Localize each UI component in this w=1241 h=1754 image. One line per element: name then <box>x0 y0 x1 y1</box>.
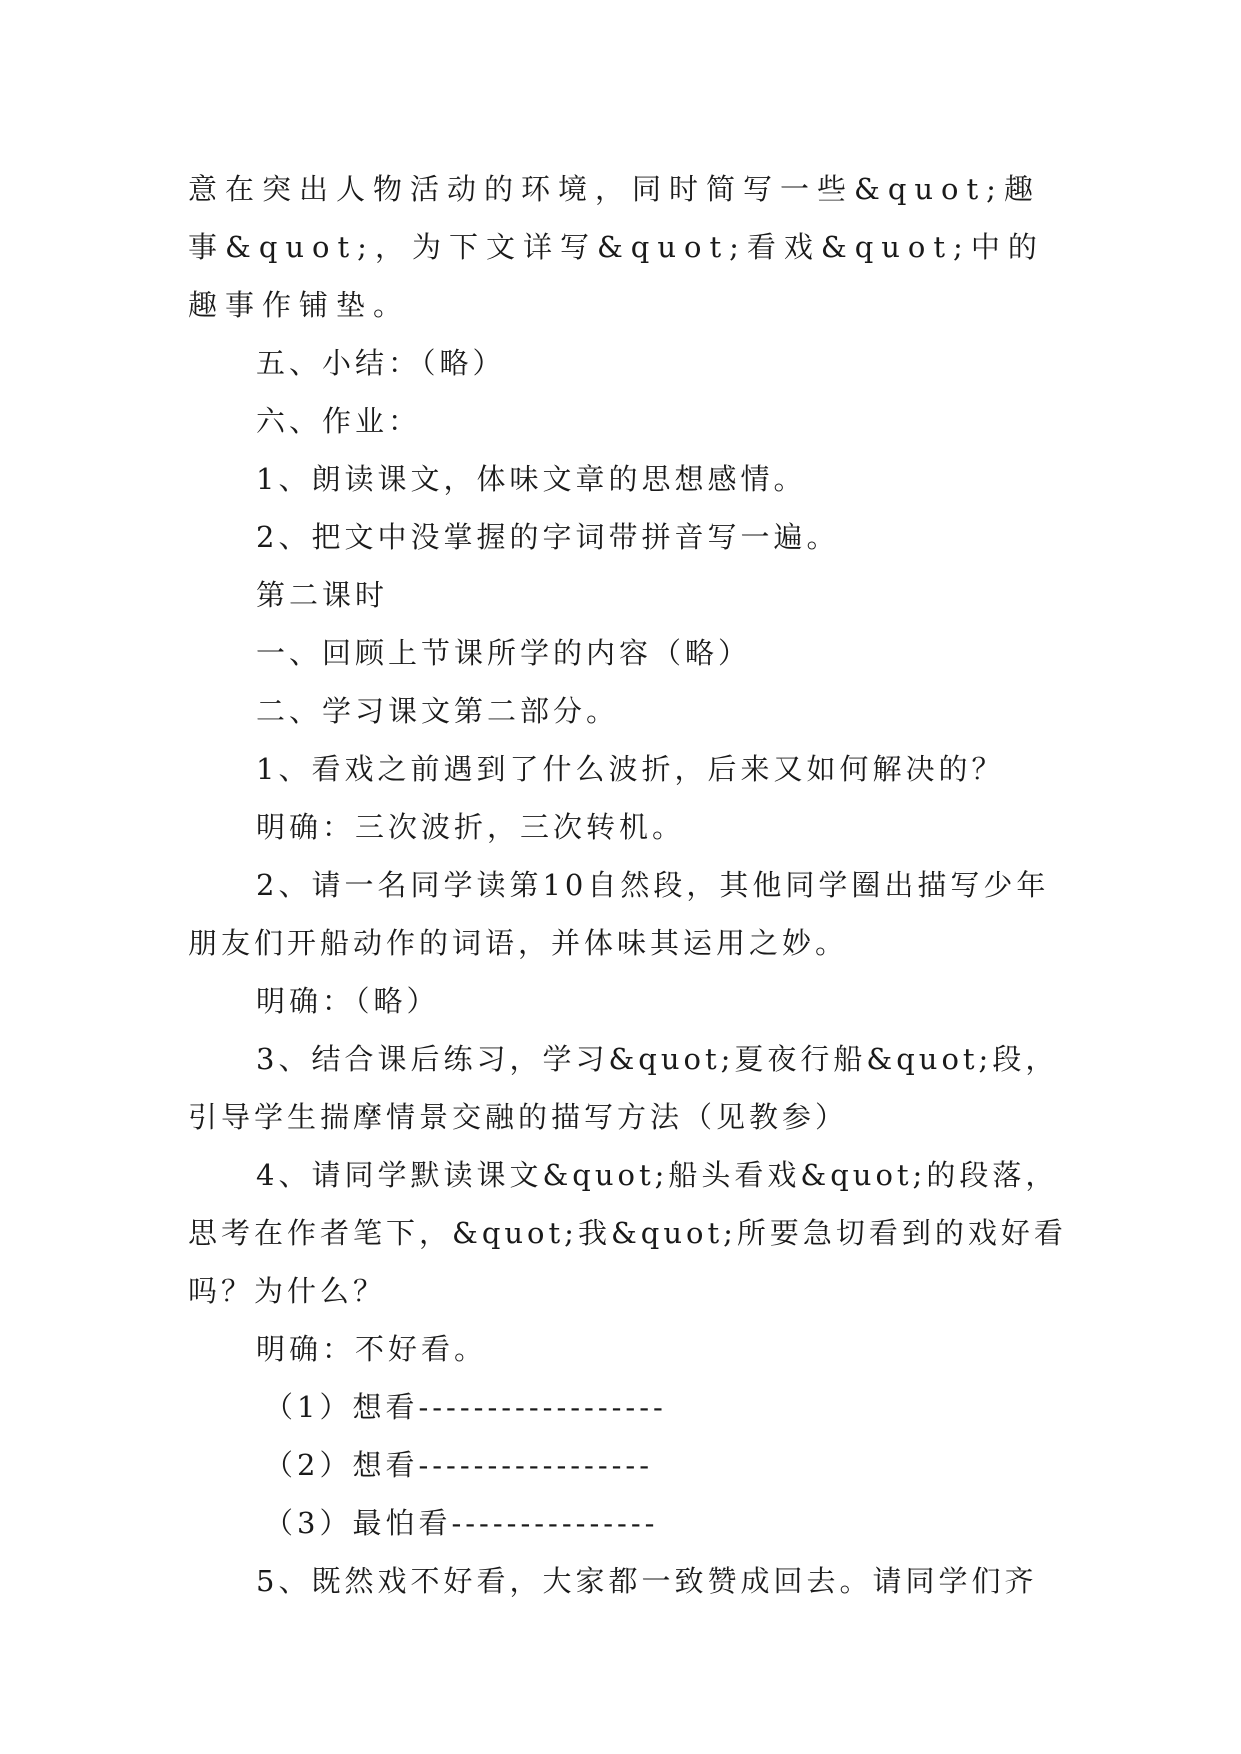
paragraph-question-5: 5、既然戏不好看，大家都一致赞成回去。请同学们齐 <box>256 1564 1038 1598</box>
paragraph-list-item-1: （1）想看------------------ <box>264 1390 667 1424</box>
paragraph-review: 一、回顾上节课所学的内容（略） <box>256 636 752 670</box>
paragraph-question-2: 2、请一名同学读第10自然段，其他同学圈出描写少年朋友们开船动作的词语，并体味其运用之妙。 <box>188 868 1050 960</box>
paragraph-list-item-3: （3）最怕看--------------- <box>264 1506 659 1540</box>
paragraph-answer-2: 明确：（略） <box>256 984 440 1018</box>
paragraph-homework-2: 2、把文中没掌握的字词带拼音写一遍。 <box>256 520 840 554</box>
paragraph-question-3: 3、结合课后练习，学习&quot;夏夜行船&quot;段，引导学生揣摩情景交融的描写方法（见教参） <box>188 1042 1059 1134</box>
document-body <box>188 160 1068 1610</box>
paragraph-homework-1: 1、朗读课文，体味文章的思想感情。 <box>256 462 807 496</box>
paragraph-list-item-2: （2）想看----------------- <box>264 1448 654 1482</box>
paragraph-answer-4: 明确：不好看。 <box>256 1332 488 1366</box>
paragraph-second-lesson-heading: 第二课时 <box>256 578 389 612</box>
paragraph-question-4: 4、请同学默读课文&quot;船头看戏&quot;的段落，思考在作者笔下，&quot;我&quot;所要急切看到的戏好看吗？为什么？ <box>188 1158 1067 1308</box>
paragraph-summary: 五、小结：（略） <box>256 346 506 380</box>
paragraph-question-1: 1、看戏之前遇到了什么波折，后来又如何解决的？ <box>256 752 1005 786</box>
paragraph-answer-1: 明确：三次波折，三次转机。 <box>256 810 686 844</box>
paragraph-homework-heading: 六、作业： <box>256 404 422 438</box>
paragraph-continuation: 意在突出人物活动的环境，同时简写一些&quot;趣事&quot;，为下文详写&quot;看戏&quot;中的趣事作铺垫。 <box>188 172 1045 322</box>
paragraph-study-part-two: 二、学习课文第二部分。 <box>256 694 620 728</box>
